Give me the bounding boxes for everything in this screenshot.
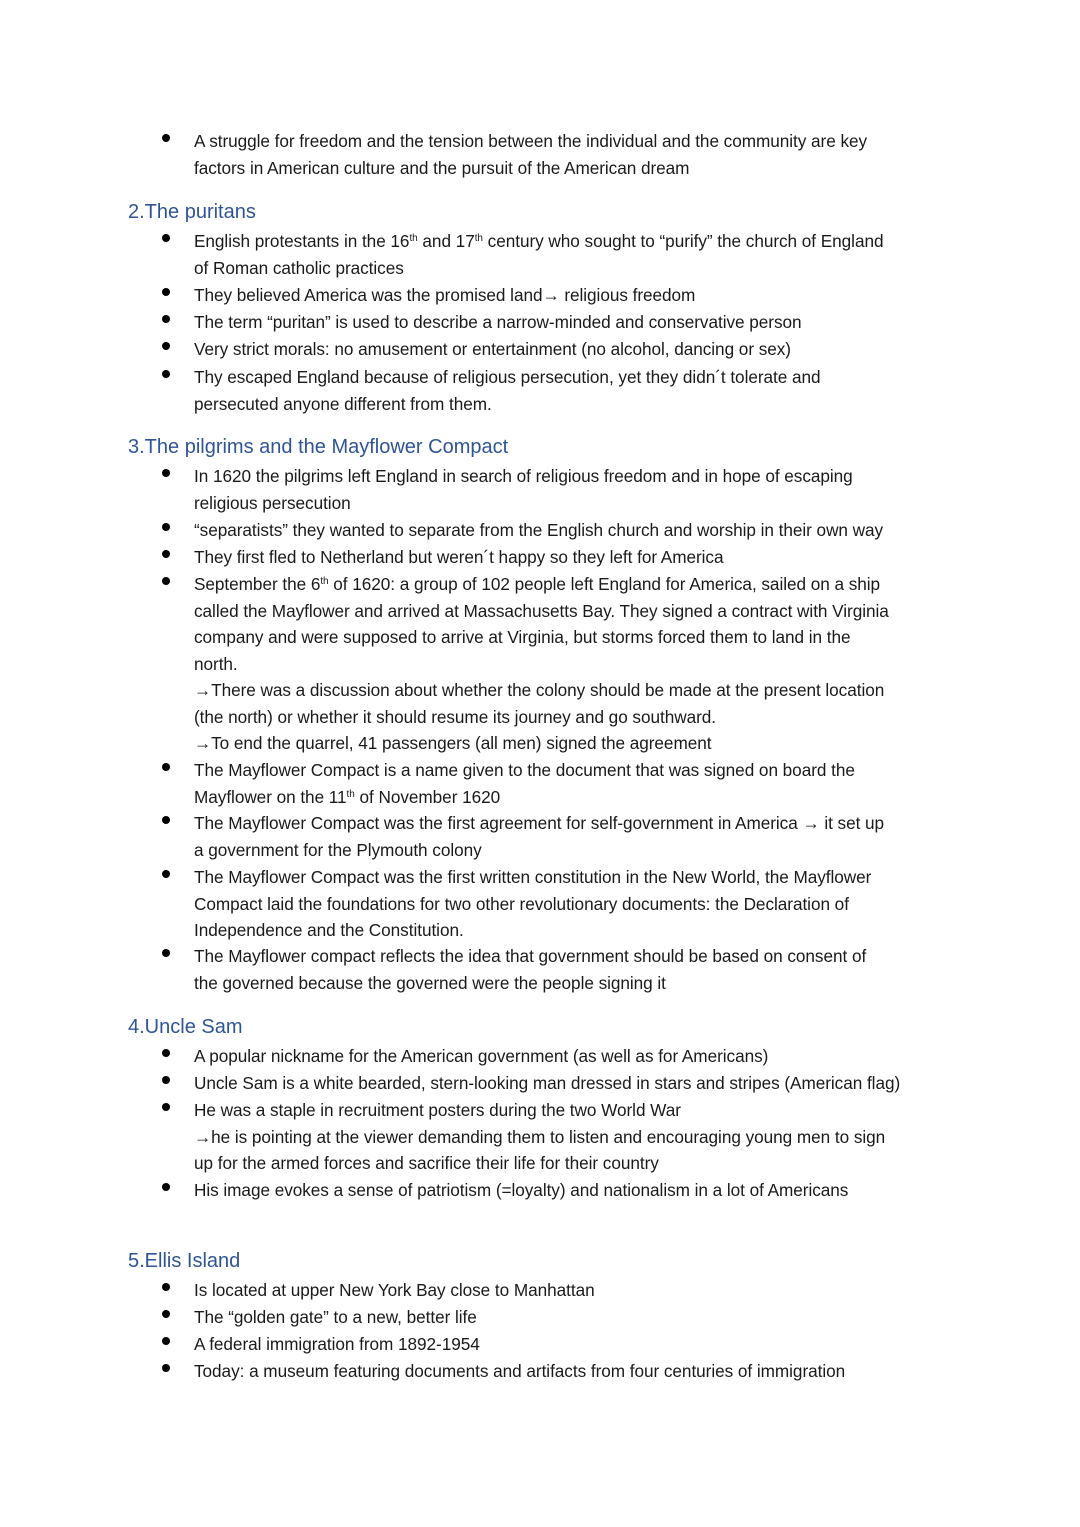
bullet-text-line: “separatists” they wanted to separate from the English church and worship in their own way [194, 520, 884, 540]
bullet-text-line: (the north) or whether it should resume its journey and go southward. [194, 706, 717, 727]
bullet-text-line: north. [194, 653, 238, 674]
bullet-item [194, 1043, 964, 1070]
bullet-text-line: Mayflower on the 11th of November 1620 [194, 786, 501, 807]
bullet-text-line: Today: a museum featuring documents and artifacts from four centuries of immigration [194, 1361, 846, 1381]
bullet-text-line: The “golden gate” to a new, better life [194, 1307, 477, 1327]
bullet-text-line: They first fled to Netherland but weren´t happy so they left for America [194, 547, 724, 567]
bullet-text-line: The Mayflower Compact was the first agreement for self-government in America → it set up [194, 813, 885, 833]
bullet-text-line: called the Mayflower and arrived at Massachusetts Bay. They signed a contract with Virginia [194, 600, 889, 621]
bullet-text-line: They believed America was the promised land→ religious freedom [194, 285, 696, 305]
bullet-item [194, 282, 964, 309]
bullet-text-line: the governed because the governed were the people signing it [194, 972, 666, 993]
bullet-dot-icon [162, 949, 170, 957]
bullet-dot-icon [162, 1049, 170, 1057]
bullet-dot-icon [162, 234, 170, 242]
bullet-text-line: persecuted anyone different from them. [194, 393, 492, 414]
bullet-text-line: Independence and the Constitution. [194, 920, 464, 940]
bullet-dot-icon [162, 577, 170, 585]
bullet-text-line: Very strict morals: no amusement or entertainment (no alcohol, dancing or sex) [194, 339, 791, 359]
bullet-text-line: His image evokes a sense of patriotism (=loyalty) and nationalism in a lot of Americans [194, 1180, 849, 1200]
bullet-text-line: The Mayflower compact reflects the idea that government should be based on consent of [194, 946, 867, 966]
bullet-text-line: Uncle Sam is a white bearded, stern-looking man dressed in stars and stripes (American flag) [194, 1073, 901, 1093]
bullet-dot-icon [162, 1310, 170, 1318]
bullet-dot-icon [162, 1103, 170, 1111]
bullet-item [194, 1358, 964, 1385]
bullet-dot-icon [162, 469, 170, 477]
bullet-text-line: factors in American culture and the pursuit of the American dream [194, 157, 690, 178]
bullet-text-line: up for the armed forces and sacrifice their life for their country [194, 1153, 659, 1173]
bullet-dot-icon [162, 1364, 170, 1372]
bullet-text-line: company and were supposed to arrive at Virginia, but storms forced them to land in the [194, 627, 851, 647]
bullet-text-line: Is located at upper New York Bay close to Manhattan [194, 1280, 595, 1300]
bullet-text-line: →he is pointing at the viewer demanding them to listen and encouraging young men to sign [194, 1126, 886, 1147]
bullet-text-line: A popular nickname for the American government (as well as for Americans) [194, 1046, 769, 1066]
bullet-text-line: →There was a discussion about whether the colony should be made at the present location [194, 680, 885, 700]
bullet-dot-icon [162, 523, 170, 531]
bullet-dot-icon [162, 550, 170, 558]
bullet-dot-icon [162, 816, 170, 824]
bullet-item [194, 571, 964, 757]
bullet-text-line: a government for the Plymouth colony [194, 839, 482, 860]
bullet-item [194, 517, 964, 544]
bullet-item [194, 1177, 964, 1204]
bullet-item [194, 128, 964, 181]
bullet-dot-icon [162, 370, 170, 378]
bullet-text-line: A struggle for freedom and the tension between the individual and the community are key [194, 131, 868, 151]
bullet-dot-icon [162, 134, 170, 142]
section-heading: 2.The puritans [128, 201, 256, 223]
bullet-dot-icon [162, 1283, 170, 1291]
bullet-item [194, 336, 964, 363]
bullet-dot-icon [162, 1183, 170, 1191]
bullet-item [194, 1331, 964, 1358]
bullet-item [194, 1304, 964, 1331]
bullet-item [194, 1277, 964, 1304]
bullet-item [194, 864, 964, 944]
bullet-text-line: A federal immigration from 1892-1954 [194, 1334, 480, 1354]
bullet-text-line: Compact laid the foundations for two other revolutionary documents: the Declaration of [194, 893, 849, 914]
bullet-item [194, 1070, 964, 1097]
bullet-text-line: English protestants in the 16th and 17th century who sought to “purify” the church of England [194, 231, 884, 251]
bullet-item [194, 309, 964, 336]
bullet-item [194, 463, 964, 516]
bullet-dot-icon [162, 1337, 170, 1345]
bullet-dot-icon [162, 1076, 170, 1084]
bullet-dot-icon [162, 288, 170, 296]
bullet-item [194, 1097, 964, 1177]
bullet-item [194, 228, 964, 281]
bullet-item [194, 757, 964, 810]
bullet-text-line: →To end the quarrel, 41 passengers (all men) signed the agreement [194, 733, 712, 753]
bullet-item [194, 544, 964, 571]
bullet-dot-icon [162, 315, 170, 323]
bullet-text-line: Thy escaped England because of religious persecution, yet they didn´t tolerate and [194, 367, 821, 387]
bullet-text-line: of Roman catholic practices [194, 257, 404, 278]
bullet-text-line: The term “puritan” is used to describe a narrow-minded and conservative person [194, 312, 802, 332]
bullet-item [194, 364, 964, 417]
bullet-dot-icon [162, 763, 170, 771]
bullet-dot-icon [162, 870, 170, 878]
bullet-item [194, 810, 964, 863]
bullet-text-line: He was a staple in recruitment posters during the two World War [194, 1100, 681, 1120]
section-heading: 3.The pilgrims and the Mayflower Compact [128, 436, 509, 458]
section-heading: 5.Ellis Island [128, 1250, 241, 1272]
bullet-item [194, 943, 964, 996]
bullet-text-line: religious persecution [194, 492, 351, 513]
section-heading: 4.Uncle Sam [128, 1016, 243, 1038]
bullet-text-line: The Mayflower Compact was the first written constitution in the New World, the Mayflower [194, 867, 872, 887]
bullet-text-line: September the 6th of 1620: a group of 102 people left England for America, sailed on a ship [194, 574, 881, 594]
bullet-text-line: The Mayflower Compact is a name given to the document that was signed on board the [194, 760, 855, 780]
bullet-dot-icon [162, 342, 170, 350]
bullet-text-line: In 1620 the pilgrims left England in search of religious freedom and in hope of escaping [194, 466, 853, 486]
